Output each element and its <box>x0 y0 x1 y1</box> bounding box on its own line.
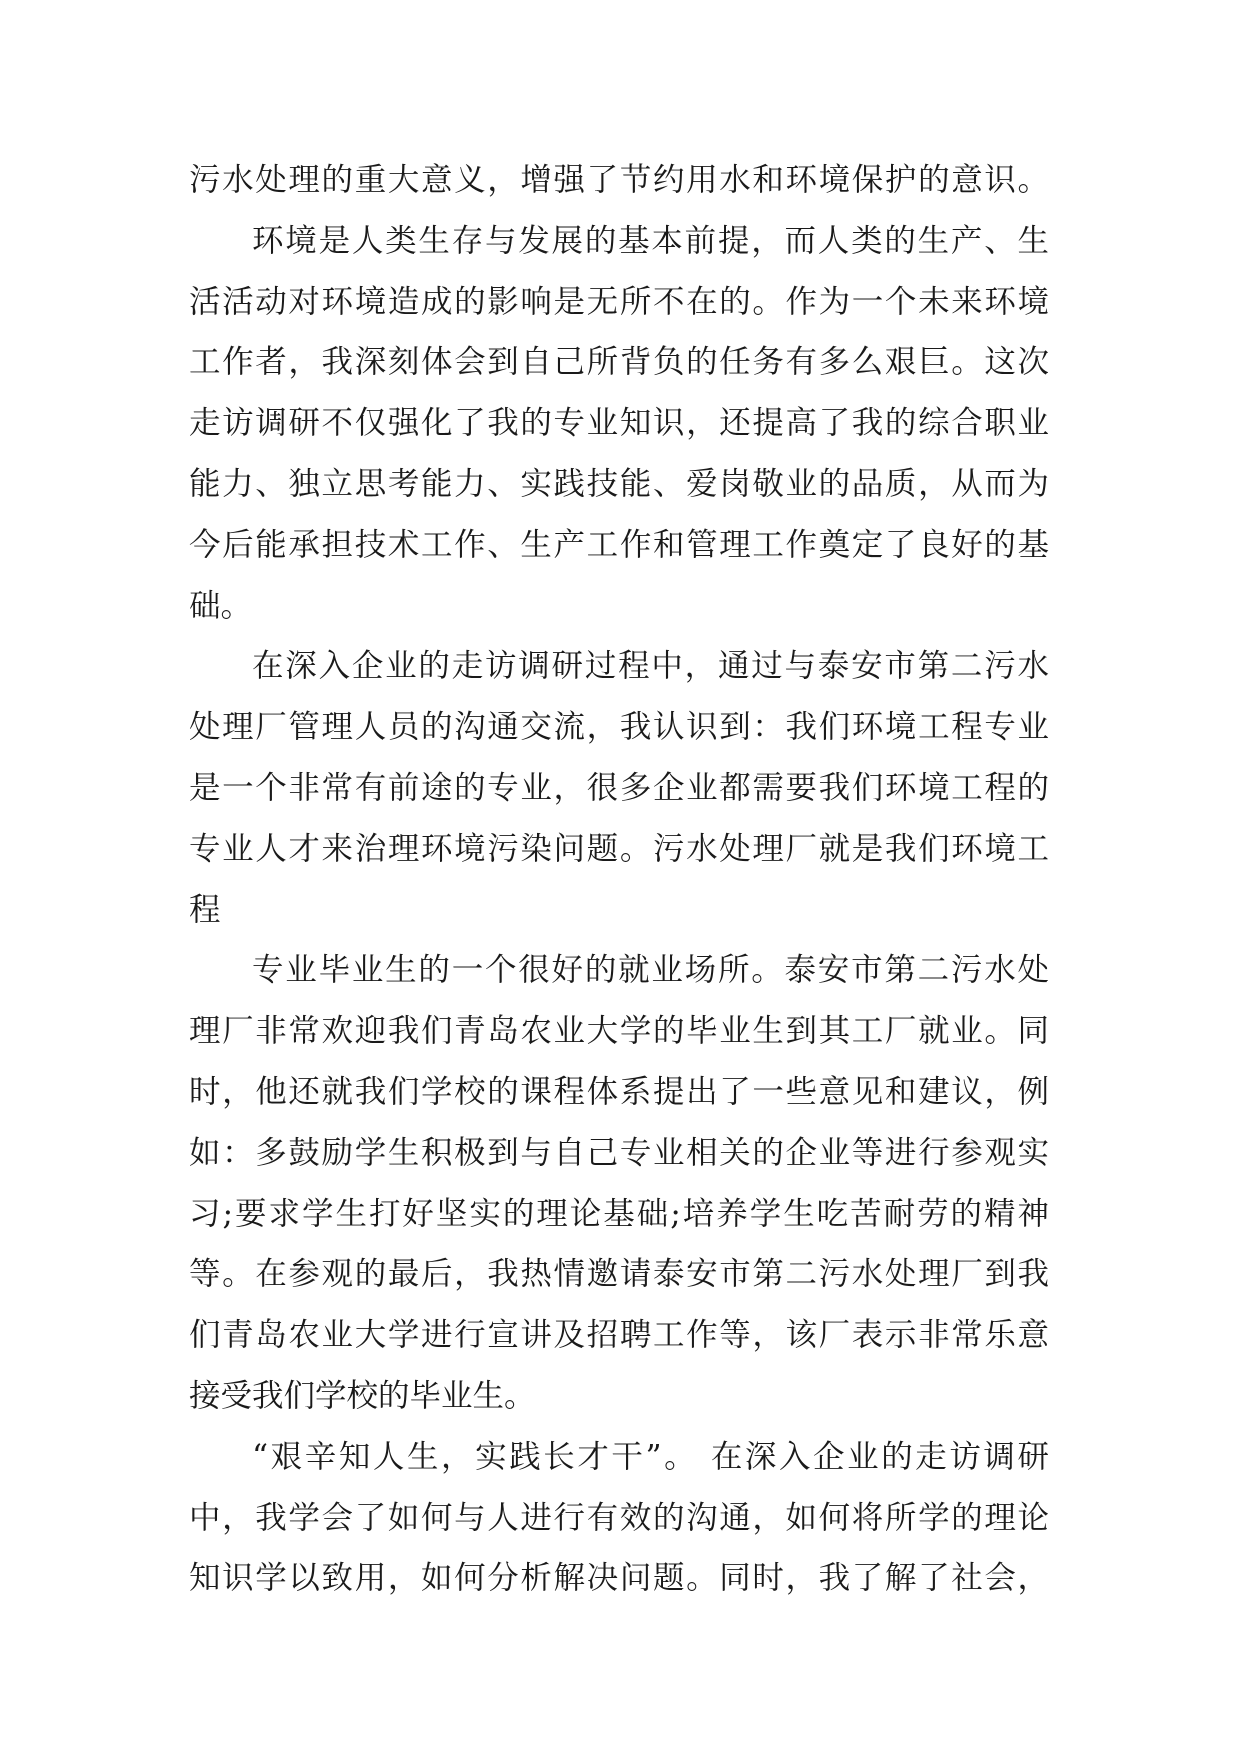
text-line: 工作者，我深刻体会到自己所背负的任务有多么艰巨。这次 <box>189 344 1049 381</box>
text-line: 环境是人类生存与发展的基本前提，而人类的生产、生 <box>252 222 1049 259</box>
paragraph-2 <box>189 211 1049 637</box>
text-line: 活活动对环境造成的影响是无所不在的。作为一个未来环境 <box>189 283 1049 320</box>
text-line: 理厂非常欢迎我们青岛农业大学的毕业生到其工厂就业。同 <box>189 1013 1049 1050</box>
text-line: 是一个非常有前途的专业，很多企业都需要我们环境工程的 <box>189 769 1049 806</box>
paragraph-4 <box>189 940 1049 1426</box>
text-line: 在深入企业的走访调研过程中，通过与泰安市第二污水 <box>252 648 1049 685</box>
paragraph-5 <box>189 1427 1049 1609</box>
text-line: 如：多鼓励学生积极到与自己专业相关的企业等进行参观实 <box>189 1134 1049 1171</box>
text-line: 专业毕业生的一个很好的就业场所。泰安市第二污水处 <box>252 952 1049 989</box>
paragraph-3 <box>189 636 1049 940</box>
text-line: 程 <box>189 891 221 928</box>
text-line: 础。 <box>189 587 253 624</box>
text-line: 知识学以致用，如何分析解决问题。同时，我了解了社会， <box>189 1560 1049 1597</box>
text-line: 走访调研不仅强化了我的专业知识，还提高了我的综合职业 <box>189 405 1049 442</box>
text-line: 处理厂管理人员的沟通交流，我认识到：我们环境工程专业 <box>189 709 1049 746</box>
text-line: 污水处理的重大意义，增强了节约用水和环境保护的意识。 <box>189 162 1049 198</box>
text-line: 等。在参观的最后，我热情邀请泰安市第二污水处理厂到我 <box>189 1256 1049 1293</box>
text-line: 们青岛农业大学进行宣讲及招聘工作等，该厂表示非常乐意 <box>189 1317 1049 1354</box>
document-body <box>189 150 1049 1609</box>
text-line: 中，我学会了如何与人进行有效的沟通，如何将所学的理论 <box>189 1499 1049 1536</box>
text-line: “艰辛知人生，实践长才干”。 在深入企业的走访调研 <box>252 1438 1049 1475</box>
text-line: 接受我们学校的毕业生。 <box>189 1377 536 1414</box>
text-line: 时，他还就我们学校的课程体系提出了一些意见和建议，例 <box>189 1073 1049 1110</box>
text-line: 能力、独立思考能力、实践技能、爱岗敬业的品质，从而为 <box>189 465 1049 502</box>
text-line: 习;要求学生打好坚实的理论基础;培养学生吃苦耐劳的精神 <box>189 1195 1049 1232</box>
paragraph-1 <box>189 150 1049 211</box>
text-line: 专业人才来治理环境污染问题。污水处理厂就是我们环境工 <box>189 830 1049 867</box>
text-line: 今后能承担技术工作、生产工作和管理工作奠定了良好的基 <box>189 526 1049 563</box>
